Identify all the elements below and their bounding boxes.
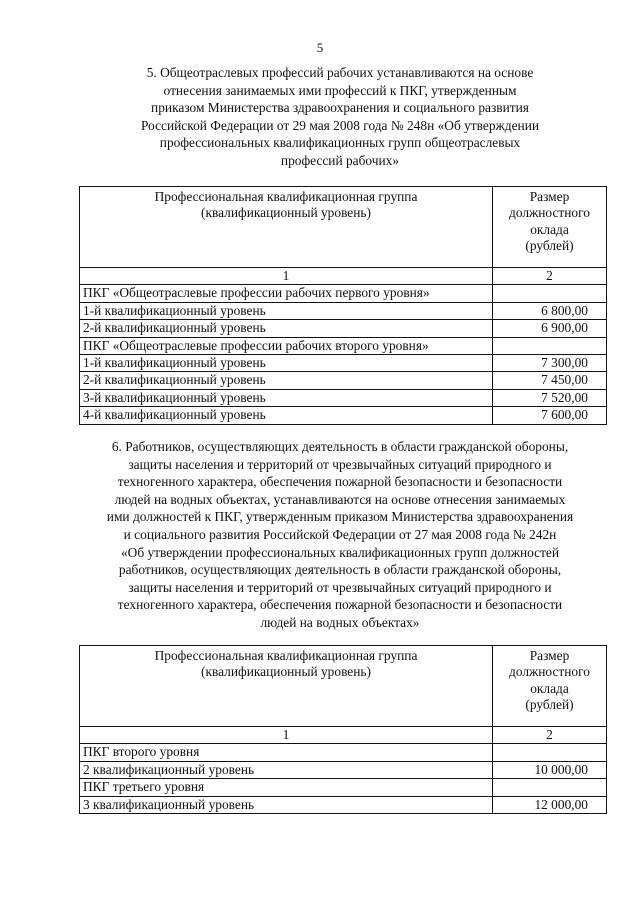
text-line: 5. Общеотраслевых профессий рабочих устанавливаются на основе <box>146 65 534 80</box>
column-number-row <box>80 268 607 285</box>
section-5-table <box>79 186 607 425</box>
text-line: профессий рабочих» <box>280 152 400 168</box>
column-number: 2 <box>493 727 607 744</box>
row-label: 3 квалификационный уровень <box>80 796 493 813</box>
text-line: защиты населения и территорий от чрезвычайных ситуаций природного и <box>128 456 552 472</box>
row-value: 7 300,00 <box>493 355 607 372</box>
column-number: 1 <box>80 268 493 285</box>
table-row <box>80 372 607 389</box>
text-line: 6. Работников, осуществляющих деятельность в области гражданской обороны, <box>111 439 569 454</box>
row-label: 1-й квалификационный уровень <box>80 302 493 319</box>
table-row <box>80 779 607 796</box>
header-salary-cell <box>493 646 607 727</box>
row-label: ПКГ «Общеотраслевые профессии рабочих второго уровня» <box>80 337 493 354</box>
text-line: Российской Федерации от 29 мая 2008 года № 248н «Об утверждении <box>140 117 540 133</box>
header-text: Профессиональная квалификационная группа <box>154 648 418 663</box>
row-value <box>493 779 607 796</box>
text-line: и социального развития Российской Федерации от 27 мая 2008 года № 242н <box>123 526 557 542</box>
row-value: 7 600,00 <box>493 407 607 424</box>
text-line: техногенного характера, обеспечения пожарной безопасности и безопасности <box>117 597 563 613</box>
row-label: 2-й квалификационный уровень <box>80 320 493 337</box>
column-number-row <box>80 727 607 744</box>
row-label: 2 квалификационный уровень <box>80 761 493 778</box>
header-text: должностного <box>509 205 590 221</box>
text-line: работников, осуществляющих деятельность в области гражданской обороны, <box>118 562 562 578</box>
section-6-text <box>70 438 610 632</box>
row-label: 4-й квалификационный уровень <box>80 407 493 424</box>
header-text: оклада <box>530 221 569 237</box>
row-label: 1-й квалификационный уровень <box>80 355 493 372</box>
header-text: (квалификационный уровень) <box>201 664 371 680</box>
table-header-row <box>80 187 607 268</box>
text-line: людей на водных объектах, устанавливаются на основе отнесения занимаемых <box>114 491 566 507</box>
header-text: должностного <box>509 664 590 680</box>
table-header-row <box>80 646 607 727</box>
table-row <box>80 744 607 761</box>
table-row <box>80 355 607 372</box>
row-value: 12 000,00 <box>493 796 607 813</box>
text-line: «Об утверждении профессиональных квалификационных групп должностей <box>120 544 560 560</box>
header-text: Размер <box>529 189 570 204</box>
table-row <box>80 761 607 778</box>
text-line: защиты населения и территорий от чрезвычайных ситуаций природного и <box>128 579 552 595</box>
header-text: (рублей) <box>525 238 574 254</box>
table-row <box>80 285 607 302</box>
section-5-text <box>70 64 610 170</box>
table-row <box>80 407 607 424</box>
row-value: 10 000,00 <box>493 761 607 778</box>
header-text: оклада <box>530 680 569 696</box>
row-value: 6 800,00 <box>493 302 607 319</box>
header-group-cell <box>80 646 493 727</box>
table-row <box>80 389 607 406</box>
column-number: 1 <box>80 727 493 744</box>
row-label: ПКГ второго уровня <box>80 744 493 761</box>
text-line: отнесения занимаемых ими профессий к ПКГ, утвержденным <box>163 82 517 98</box>
table-row <box>80 337 607 354</box>
row-label: 2-й квалификационный уровень <box>80 372 493 389</box>
header-text: (квалификационный уровень) <box>201 205 371 221</box>
header-text: Размер <box>529 648 570 663</box>
text-line: людей на водных объектах» <box>260 614 420 630</box>
row-value: 7 450,00 <box>493 372 607 389</box>
header-salary-cell <box>493 187 607 268</box>
row-value: 6 900,00 <box>493 320 607 337</box>
table-row <box>80 302 607 319</box>
row-value: 7 520,00 <box>493 389 607 406</box>
table-row <box>80 796 607 813</box>
row-value <box>493 337 607 354</box>
row-label: ПКГ третьего уровня <box>80 779 493 796</box>
section-6-table <box>79 645 607 814</box>
row-value <box>493 744 607 761</box>
header-group-cell <box>80 187 493 268</box>
text-line: профессиональных квалификационных групп общеотраслевых <box>159 135 521 151</box>
row-label: ПКГ «Общеотраслевые профессии рабочих первого уровня» <box>80 285 493 302</box>
text-line: ими должностей к ПКГ, утвержденным приказом Министерства здравоохранения <box>106 509 574 525</box>
row-value <box>493 285 607 302</box>
header-text: Профессиональная квалификационная группа <box>154 189 418 204</box>
row-label: 3-й квалификационный уровень <box>80 389 493 406</box>
table-row <box>80 320 607 337</box>
text-line: техногенного характера, обеспечения пожарной безопасности и безопасности <box>117 474 563 490</box>
text-line: приказом Министерства здравоохранения и социального развития <box>151 100 529 116</box>
header-text: (рублей) <box>525 697 574 713</box>
page-number: 5 <box>316 40 324 55</box>
column-number: 2 <box>493 268 607 285</box>
